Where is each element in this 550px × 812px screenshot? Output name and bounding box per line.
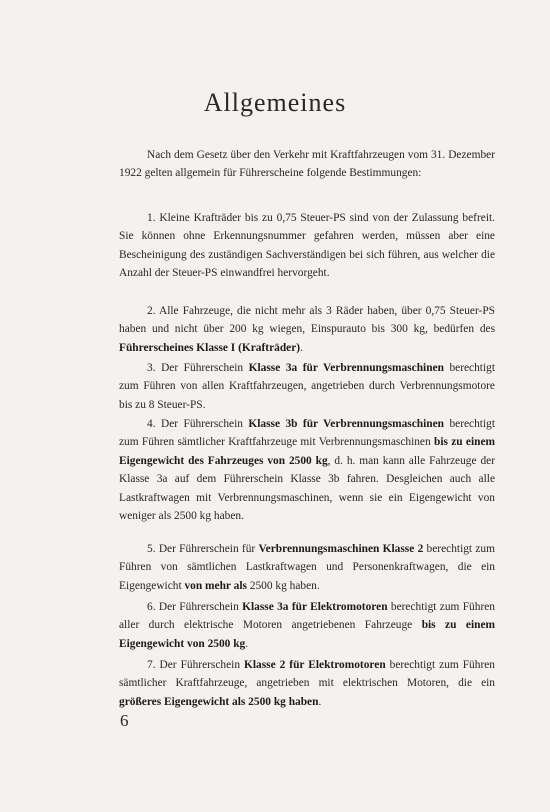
paragraph-3 xyxy=(119,359,495,414)
paragraph-2 xyxy=(119,302,495,357)
paragraph-2-text-a: 2. Alle Fahrzeuge, die nicht mehr als 3 Räder haben, über 0,75 Steuer-PS haben und nicht über 200 kg wiegen, Einspurauto bis 300 kg, bedürfen des xyxy=(119,305,495,336)
paragraph-6-emphasis-1: Klasse 3a für Elektromotoren xyxy=(242,601,388,613)
paragraph-2-emphasis: Führerscheines Klasse I (Krafträder) xyxy=(119,341,301,354)
paragraph-7-text-e: . xyxy=(318,695,322,708)
paragraph-2-text-c: . xyxy=(300,341,303,354)
paragraph-4 xyxy=(119,415,495,525)
paragraph-7 xyxy=(119,656,495,711)
paragraph-4-text-a: 4. Der Führerschein xyxy=(147,418,249,430)
page-title: Allgemeines xyxy=(203,88,347,117)
paragraph-4-emphasis-2: bis zu einem Eigengewicht des Fahrzeuges von 2500 kg xyxy=(119,436,495,467)
paragraph-5-text-e: 2500 kg haben. xyxy=(246,579,320,592)
paragraph-6-emphasis-2: bis zu einem Eigengewicht von 2500 kg xyxy=(119,619,495,650)
paragraph-4-text-e: , d. h. man kann alle Fahrzeuge der Klasse 3a auf dem Führerschein Klasse 3b fahren. Desgleichen auch alle Lastkraftwagen mit Verbrennungsmaschinen, wenn sie ein Eigengewicht von weniger als 2500 kg haben. xyxy=(119,454,495,523)
paragraph-4-text-c: berechtigt zum Führen sämtlicher Kraftfahrzeuge mit Verbrennungsmaschinen xyxy=(119,418,496,449)
intro-text: Nach dem Gesetz über den Verkehr mit Kraftfahrzeugen vom 31. Dezember 1922 gelten allgemein für Führerscheine folgende Bestimmungen: xyxy=(119,149,495,180)
intro-paragraph xyxy=(119,146,495,183)
paragraph-5-text-c: berechtigt zum Führen von sämtlichen Lastkraftwagen und Personenkraftwagen, die ein Eigengewicht xyxy=(119,543,495,592)
paragraph-1 xyxy=(119,209,495,283)
page-number: 6 xyxy=(120,711,129,730)
paragraph-6-text-c: berechtigt zum Führen aller durch elektrische Motoren angetriebenen Fahrzeuge xyxy=(119,601,495,632)
paragraph-7-emphasis-1: Klasse 2 für Elektromotoren xyxy=(244,659,386,671)
paragraph-3-text-a: 3. Der Führerschein xyxy=(147,362,249,374)
paragraph-6-text-a: 6. Der Führerschein xyxy=(147,601,243,613)
paragraph-5 xyxy=(119,540,495,595)
paragraph-6 xyxy=(119,598,495,653)
paragraph-4-emphasis-1: Klasse 3b für Verbrennungsmaschinen xyxy=(248,418,445,430)
paragraph-3-text-c: berechtigt zum Führen von allen Kraftfahrzeugen, angetrieben durch Verbrennungsmotore bis zu 8 Steuer-PS. xyxy=(119,362,495,411)
paragraph-6-text-e: . xyxy=(245,637,249,650)
paragraph-3-emphasis: Klasse 3a für Verbrennungsmaschinen xyxy=(248,362,444,374)
paragraph-7-text-a: 7. Der Führerschein xyxy=(147,659,245,671)
paragraph-7-text-c: berechtigt zum Führen sämtlicher Kraftfahrzeuge, angetrieben mit elektrischen Motoren, die ein xyxy=(119,659,495,690)
paragraph-1-text: 1. Kleine Krafträder bis zu 0,75 Steuer-PS sind von der Zulassung befreit. Sie können ohne Erkennungsnummer gefahren werden, müssen aber eine Bescheinigung des zuständigen Sachverständigen bei sich führen, aus welcher die Anzahl der Steuer-PS einwandfrei hervorgeht. xyxy=(119,212,495,280)
paragraph-7-emphasis-2: größeres Eigengewicht als 2500 kg haben xyxy=(119,695,319,708)
paragraph-5-emphasis-2: von mehr als xyxy=(184,579,247,592)
paragraph-5-emphasis-1: Verbrennungsmaschinen Klasse 2 xyxy=(258,543,424,555)
paragraph-5-text-a: 5. Der Führerschein für xyxy=(147,543,259,555)
